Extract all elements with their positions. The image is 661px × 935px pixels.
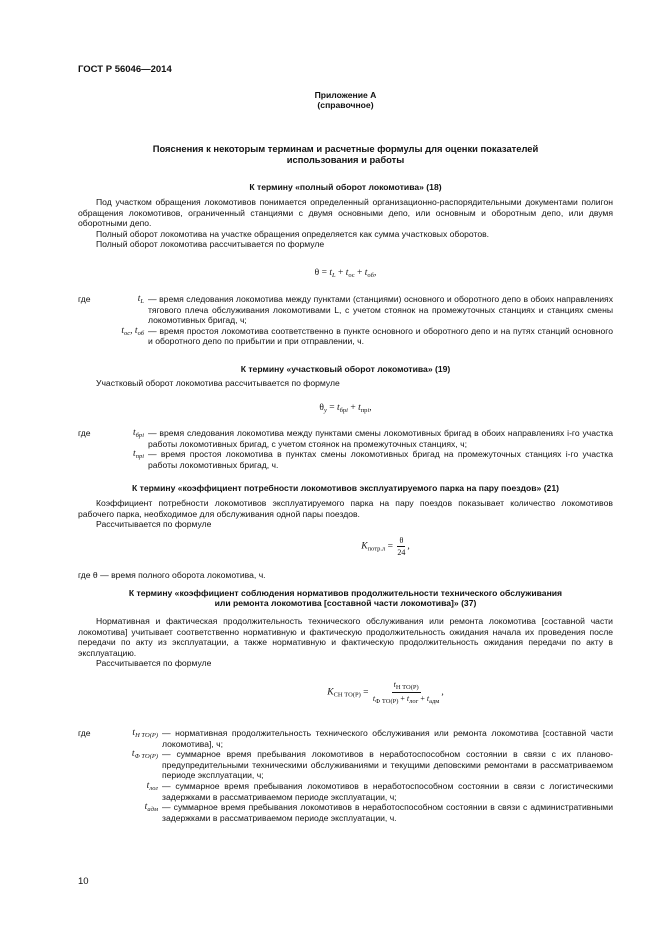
section-3-body xyxy=(78,498,613,530)
formula-demand-coefficient: $K_{потр.л}$ = $\frac{\theta}{24}$ , xyxy=(361,536,410,557)
symbol-tadm: $t_{адм}$ xyxy=(144,802,158,814)
s3-paragraph-2: Рассчитывается по формуле xyxy=(96,519,212,530)
symbol-tn-to: $t_{Н ТО(Р)}$ xyxy=(132,728,158,739)
definition-text: — время простоя локомотива в пунктах смены локомотивных бригад на промежуточных станциях i-го участка работы локомотивных бригад, ч. xyxy=(148,449,613,470)
document-header: ГОСТ Р 56046—2014 xyxy=(78,64,172,75)
s1-paragraph-1: Под участком обращения локомотивов понимается определенный организационно-распорядительными документами полигон обращения локомотивов, ограниченный станциями с двумя основными депо, или основным и оборотным депо, или двумя оборотными депо. xyxy=(78,197,613,229)
s4-definition-tlog xyxy=(78,781,613,802)
s4-definition-tf xyxy=(78,749,613,781)
symbol-tpr: $t_{прi}$ xyxy=(133,449,144,461)
section-1-body xyxy=(78,197,613,250)
formula-section-turnover: $\theta_у = t_{брi} + t_{прi}$, xyxy=(319,403,372,414)
section-3-heading: К термину «коэффициент потребности локомотивов эксплуатируемого парка на пару поездов» (21) xyxy=(132,483,559,493)
section-4-heading xyxy=(78,588,613,608)
section-2-body xyxy=(78,378,613,389)
appendix-label: Приложение А xyxy=(314,90,377,100)
definition-text: — суммарное время пребывания локомотивов в неработоспособном состоянии в связи с административными задержками в рассматриваемом периоде эксплуатации, ч. xyxy=(162,802,613,823)
symbol-tf-to: $t_{Ф ТО(Р)}$ xyxy=(131,749,158,761)
where-label: где xyxy=(78,728,91,738)
s4-paragraph-2: Рассчитывается по формуле xyxy=(96,658,212,669)
symbol-tlog: $t_{лог}$ xyxy=(146,780,158,792)
where-label: где xyxy=(78,294,91,304)
fraction: $\frac{t_{Н ТО(Р)}}{t_{Ф ТО(Р)} + t_{лог} + t_{адм}}$ xyxy=(372,680,440,705)
page-number: 10 xyxy=(78,876,89,887)
main-title xyxy=(78,143,613,165)
formula-compliance-coefficient: $K_{СН ТО(Р)}$ = $\frac{t_{Н ТО(Р)}}{t_{Ф ТО(Р)} + t_{лог} + t_{адм}}$ , xyxy=(327,680,444,705)
s4-definition-tn xyxy=(78,728,613,749)
s1-paragraph-3: Полный оборот локомотива рассчитывается по формуле xyxy=(96,239,325,250)
fraction: $\frac{\theta}{24}$ xyxy=(397,536,406,557)
definition-text: — время следования локомотива между пунктами смены локомотивных бригад в обоих направлениях i-го участка работы локомотивных бригад, с учетом стоянок на промежуточных станциях, ч; xyxy=(148,428,613,449)
s3-definition-text: где θ — время полного оборота локомотива, ч. xyxy=(78,570,266,580)
s1-definition-toc xyxy=(78,326,613,347)
appendix-title xyxy=(78,90,613,110)
main-title-line-2: использования и работы xyxy=(286,154,405,165)
appendix-subtitle: (справочное) xyxy=(317,100,374,110)
s4-heading-line-1: К термину «коэффициент соблюдения нормативов продолжительности технического обслуживания xyxy=(128,588,563,598)
s2-definition-tbr xyxy=(78,428,613,449)
definition-text: — время следования локомотива между пунктами (станциями) основного и оборотного депо в обоих направлениях тягового плеча обслуживания локомотивами L, с учетом стоянок на промежуточных станциях и станциях смены локомотивных бригад, ч; xyxy=(148,294,613,326)
s4-definitions xyxy=(78,728,613,823)
s4-heading-line-2: или ремонта локомотива [составной части локомотива]» (37) xyxy=(214,598,477,608)
symbol-toc-tob: $t_{ос}$, $t_{об}$ xyxy=(121,325,144,337)
symbol-tbr: $t_{брi}$ xyxy=(133,428,144,439)
definition-text: — время простоя локомотива соответственно в пункте основного и оборотного депо и на путях станций основного и оборотного депо по прибытии и при отправлении, ч. xyxy=(148,325,613,347)
s1-paragraph-2: Полный оборот локомотива на участке обращения определяется как сумма участковых оборотов. xyxy=(96,228,490,239)
s2-paragraph-1: Участковый оборот локомотива рассчитывается по формуле xyxy=(96,378,340,388)
definition-text: — нормативная продолжительность технического обслуживания или ремонта локомотива [составной части локомотива], ч; xyxy=(162,728,613,749)
definition-text: — суммарное время пребывания локомотивов в неработоспособном состоянии в связи с их планово-предупредительными техническими обслуживаниями и текущими деповскими ремонтами в рассматриваемом периоде эксплуатации, ч; xyxy=(162,749,613,781)
document-page xyxy=(78,0,613,935)
definition-text: — суммарное время пребывания локомотивов в неработоспособном состоянии в связи с логистическими задержками в рассматриваемом периоде эксплуатации, ч; xyxy=(162,780,613,802)
main-title-line-1: Пояснения к некоторым терминам и расчетные формулы для оценки показателей xyxy=(152,143,539,154)
s2-definition-tpr xyxy=(78,449,613,470)
s1-definitions xyxy=(78,294,613,347)
symbol-tl: $t_L$ xyxy=(137,294,144,305)
s3-definition xyxy=(78,570,613,581)
section-1-heading: К термину «полный оборот локомотива» (18) xyxy=(249,182,442,192)
section-4-body xyxy=(78,616,613,669)
s4-paragraph-1: Нормативная и фактическая продолжительность технического обслуживания или ремонта локомотива [составной части локомотива] учитывает соответственно нормативную и фактическую продолжительность ожидания начала их проведения после передачи по акту из эксплуатации, а также нормативную и фактическую продолжительность ожидания передачи по акту в эксплуатацию. xyxy=(78,616,613,658)
s4-definition-tadm xyxy=(78,802,613,823)
s2-definitions xyxy=(78,428,613,470)
section-2-heading: К термину «участковый оборот локомотива» (19) xyxy=(240,364,451,374)
formula-full-turnover: $\theta = t_L + t_{ос} + t_{об}$, xyxy=(314,268,377,279)
s3-paragraph-1: Коэффициент потребности локомотивов эксплуатируемого парка на пару поездов показывает количество локомотивов рабочего парка, необходимое для обслуживания одной пары поездов. xyxy=(78,498,613,519)
s1-definition-tl xyxy=(78,294,613,326)
where-label: где xyxy=(78,428,91,438)
